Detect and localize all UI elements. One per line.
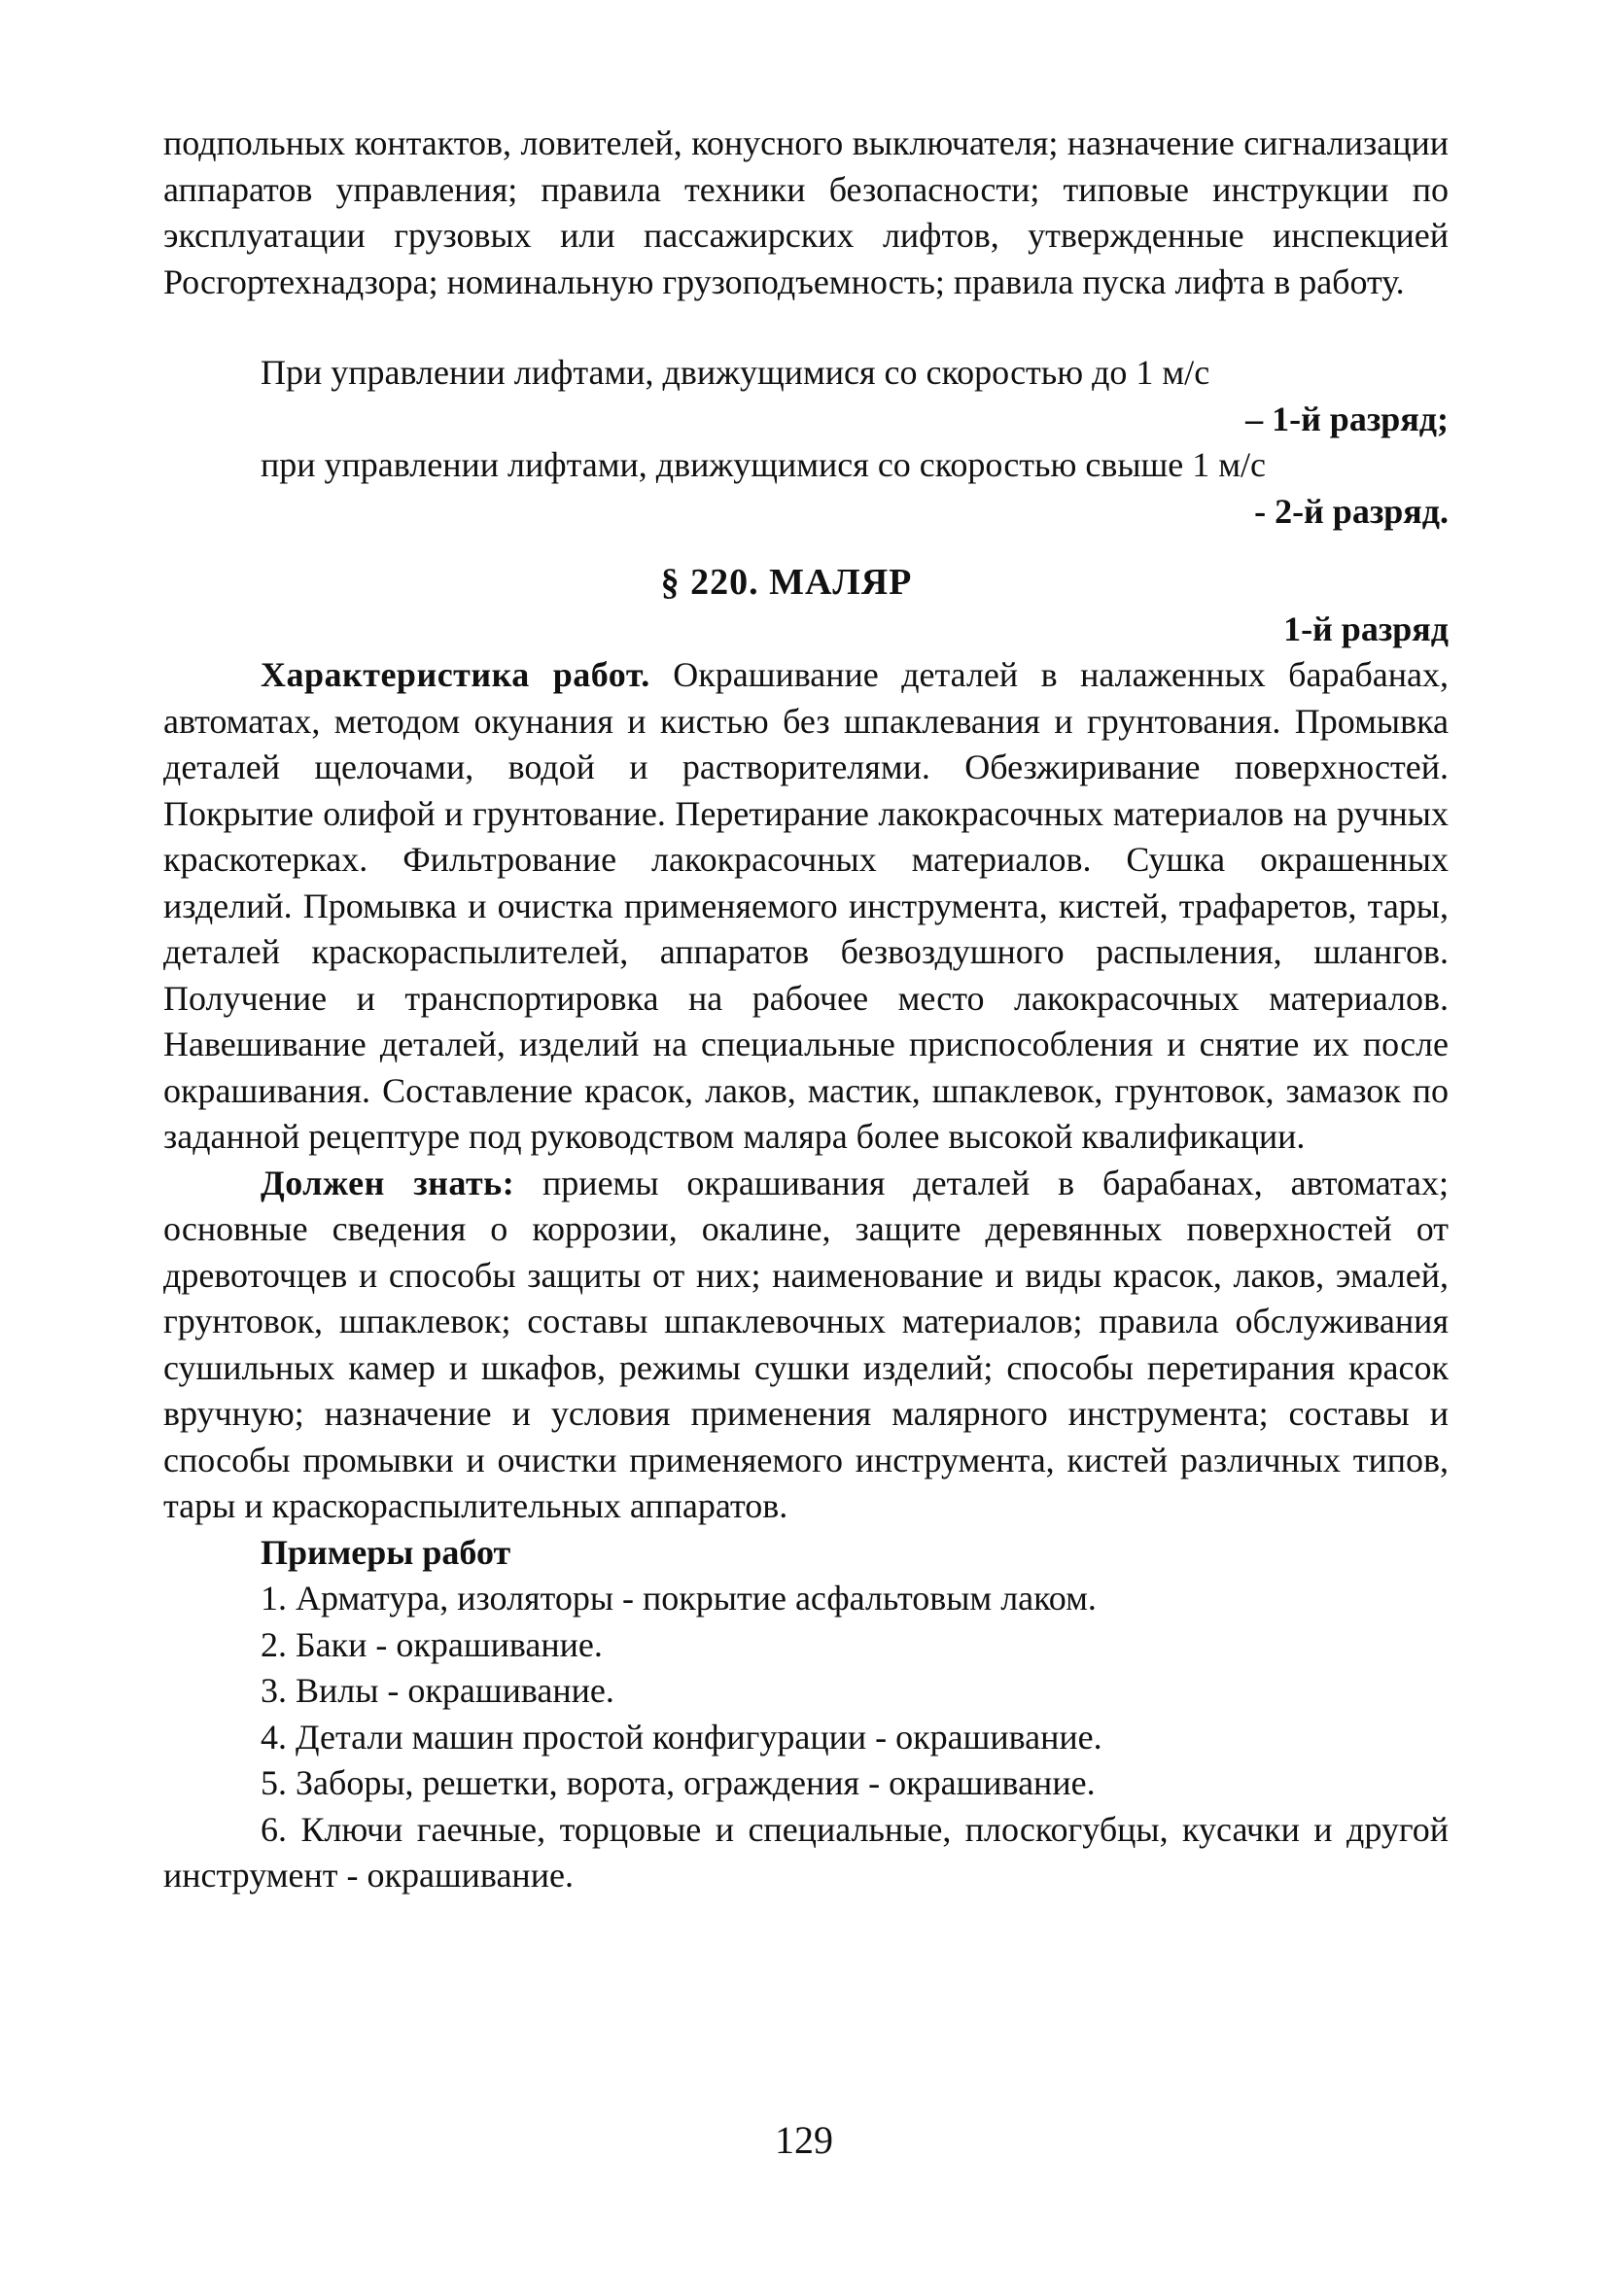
characteristic-label: Характеристика работ. bbox=[261, 655, 650, 694]
spacer bbox=[163, 305, 1449, 350]
condition-text: При управлении лифтами, движущимися со скоростью до 1 м/с bbox=[261, 353, 1210, 392]
spacer bbox=[163, 535, 1449, 560]
section-title: § 220. МАЛЯР bbox=[660, 562, 913, 603]
section-grade: 1-й разряд bbox=[1283, 609, 1449, 648]
condition-grade: – 1-й разряд; bbox=[1245, 399, 1449, 438]
knowledge-paragraph bbox=[163, 1161, 1449, 1530]
example-item: 3. Вилы - окрашивание. bbox=[261, 1671, 614, 1710]
page-number: 129 bbox=[775, 2118, 833, 2162]
example-item: 1. Арматура, изоляторы - покрытие асфальтовым лаком. bbox=[261, 1579, 1097, 1618]
condition-text: при управлении лифтами, движущимися со скоростью свыше 1 м/с bbox=[261, 445, 1266, 484]
characteristic-paragraph bbox=[163, 652, 1449, 1161]
characteristic-text: Окрашивание деталей в налаженных барабанах, автоматах, методом окунания и кистью без шпаклевания и грунтования. Промывка деталей щелочами, водой и растворителями. Обезжиривание поверхностей. Покрытие олифой и грунтование. Перетирание лакокрасочных материалов на ручных краскотерках. Фильтрование лакокрасочных материалов. Сушка окрашенных изделий. Промывка и очистка применяемого инструмента, кистей, трафаретов, тары, деталей краскораспылителей, аппаратов безвоздушного распыления, шлангов. Получение и транспортировка на рабочее место лакокрасочных материалов. Навешивание деталей, изделий на специальные приспособления и снятие их после окрашивания. Составление красок, лаков, мастик, шпаклевок, грунтовок, замазок по заданной рецептуре под руководством маляра более высокой квалификации. bbox=[163, 655, 1449, 1156]
example-item: 2. Баки - окрашивание. bbox=[261, 1624, 603, 1664]
knowledge-text: приемы окрашивания деталей в барабанах, автоматах; основные сведения о коррозии, окалине, защите деревянных поверхностей от древоточцев и способы защиты от них; наименование и виды красок, лаков, эмалей, грунтовок, шпаклевок; составы шпаклевочных материалов; правила обслуживания сушильных камер и шкафов, режимы сушки изделий; способы перетирания красок вручную; назначение и условия применения малярного инструмента; составы и способы промывки и очистки применяемого инструмента, кистей различных типов, тары и краскораспылительных аппаратов. bbox=[163, 1163, 1449, 1525]
example-item: 6. Ключи гаечные, торцовые и специальные, плоскогубцы, кусачки и другой инструмент - окрашивание. bbox=[163, 1809, 1449, 1895]
intro-paragraph: подпольных контактов, ловителей, конусного выключателя; назначение сигнализации аппаратов управления; правила техники безопасности; типовые инструкции по эксплуатации грузовых или пассажирских лифтов, утвержденные инспекцией Росгортехнадзора; номинальную грузоподъемность; правила пуска лифта в работу. bbox=[163, 123, 1449, 301]
condition-grade: - 2-й разряд. bbox=[1254, 491, 1449, 531]
examples-title: Примеры работ bbox=[261, 1532, 511, 1572]
example-item: 4. Детали машин простой конфигурации - окрашивание. bbox=[261, 1717, 1102, 1757]
example-item: 5. Заборы, решетки, ворота, ограждения - окрашивание. bbox=[261, 1763, 1096, 1802]
knowledge-label: Должен знать: bbox=[261, 1163, 515, 1202]
document-page bbox=[163, 121, 1449, 1899]
